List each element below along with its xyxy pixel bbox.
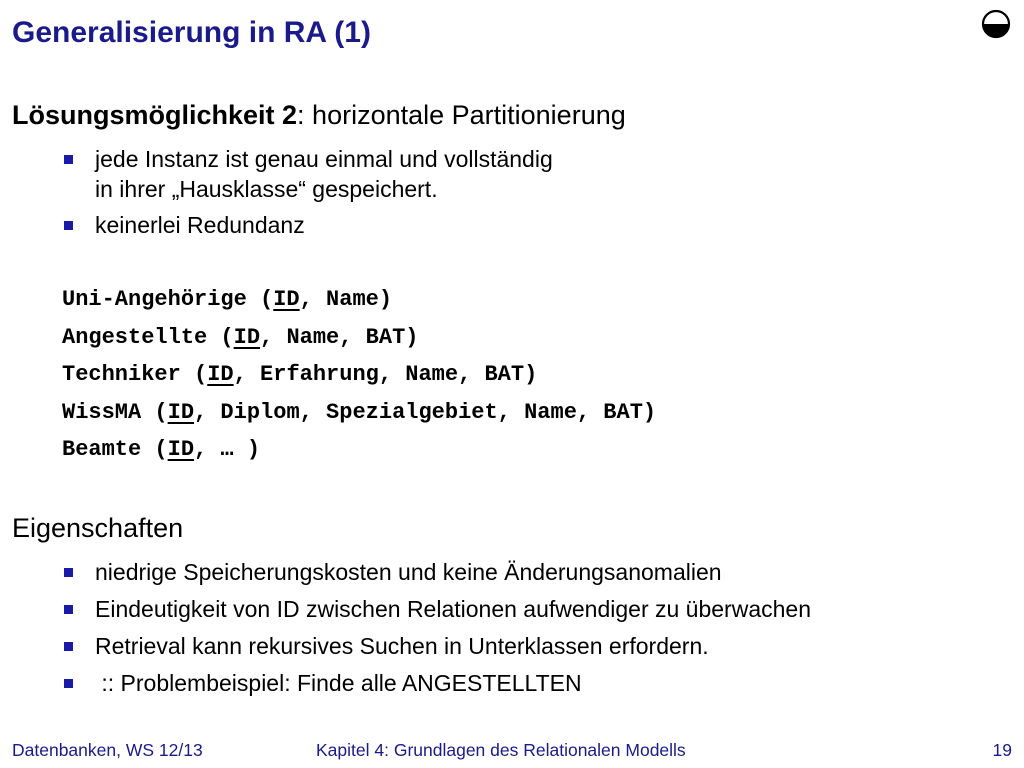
relation-name: Angestellte ( xyxy=(62,324,234,350)
relation-schema-row xyxy=(62,323,656,361)
half-filled-circle-icon xyxy=(981,9,1011,39)
list-item xyxy=(0,668,811,698)
relation-schema-list xyxy=(62,285,656,473)
relation-schema-row xyxy=(62,285,656,323)
relation-schema-row xyxy=(62,360,656,398)
relation-name: Beamte ( xyxy=(62,437,168,462)
square-bullet-icon xyxy=(64,568,73,577)
relation-schema-row xyxy=(62,435,656,473)
list-item-line: in ihrer „Hausklasse“ gespeichert. xyxy=(95,176,438,202)
list-item xyxy=(0,594,811,624)
square-bullet-icon xyxy=(64,221,73,230)
relation-attributes: , Erfahrung, Name, BAT) xyxy=(233,362,538,387)
list-item xyxy=(0,144,553,204)
relation-attributes: , … ) xyxy=(194,437,261,462)
slide-title: Generalisierung in RA (1) xyxy=(12,16,371,49)
square-bullet-icon xyxy=(64,679,73,688)
properties-heading: Eigenschaften xyxy=(12,513,184,543)
primary-key: ID xyxy=(167,399,195,425)
list-item xyxy=(0,210,553,240)
relation-name: WissMA ( xyxy=(62,399,168,425)
list-item-line: jede Instanz ist genau einmal und vollständig xyxy=(95,146,553,172)
relation-attributes: , Name) xyxy=(299,287,393,312)
relation-schema-row xyxy=(62,398,656,436)
relation-name: Uni-Angehörige ( xyxy=(62,287,274,312)
primary-key: ID xyxy=(167,437,195,462)
footer-course: Datenbanken, WS 12/13 xyxy=(12,740,203,760)
properties-bullet-list xyxy=(0,557,811,698)
list-item-line: niedrige Speicherungskosten und keine Änderungsanomalien xyxy=(95,559,722,585)
solution-heading xyxy=(12,100,626,131)
square-bullet-icon xyxy=(64,605,73,614)
relation-attributes: , Name, BAT) xyxy=(260,324,419,350)
solution-heading-rest: : horizontale Partitionierung xyxy=(297,100,626,130)
square-bullet-icon xyxy=(64,155,73,164)
square-bullet-icon xyxy=(64,642,73,651)
list-item-line: keinerlei Redundanz xyxy=(95,212,305,238)
solution-heading-bold: Lösungsmöglichkeit 2 xyxy=(12,100,298,130)
primary-key: ID xyxy=(273,287,300,312)
relation-attributes: , Diplom, Spezialgebiet, Name, BAT) xyxy=(194,399,657,425)
primary-key: ID xyxy=(207,362,234,387)
footer-page-number: 19 xyxy=(992,740,1012,760)
list-item-line: Eindeutigkeit von ID zwischen Relationen aufwendiger zu überwachen xyxy=(95,596,811,622)
relation-name: Techniker ( xyxy=(62,362,208,387)
list-item-line: :: Problembeispiel: Finde alle ANGESTELLTEN xyxy=(95,670,582,696)
list-item xyxy=(0,631,811,661)
primary-key: ID xyxy=(233,324,261,350)
list-item xyxy=(0,557,811,587)
footer-chapter: Kapitel 4: Grundlagen des Relationalen Modells xyxy=(316,740,686,760)
list-item-line: Retrieval kann rekursives Suchen in Unterklassen erfordern. xyxy=(95,633,709,659)
solution-bullet-list xyxy=(0,144,553,240)
